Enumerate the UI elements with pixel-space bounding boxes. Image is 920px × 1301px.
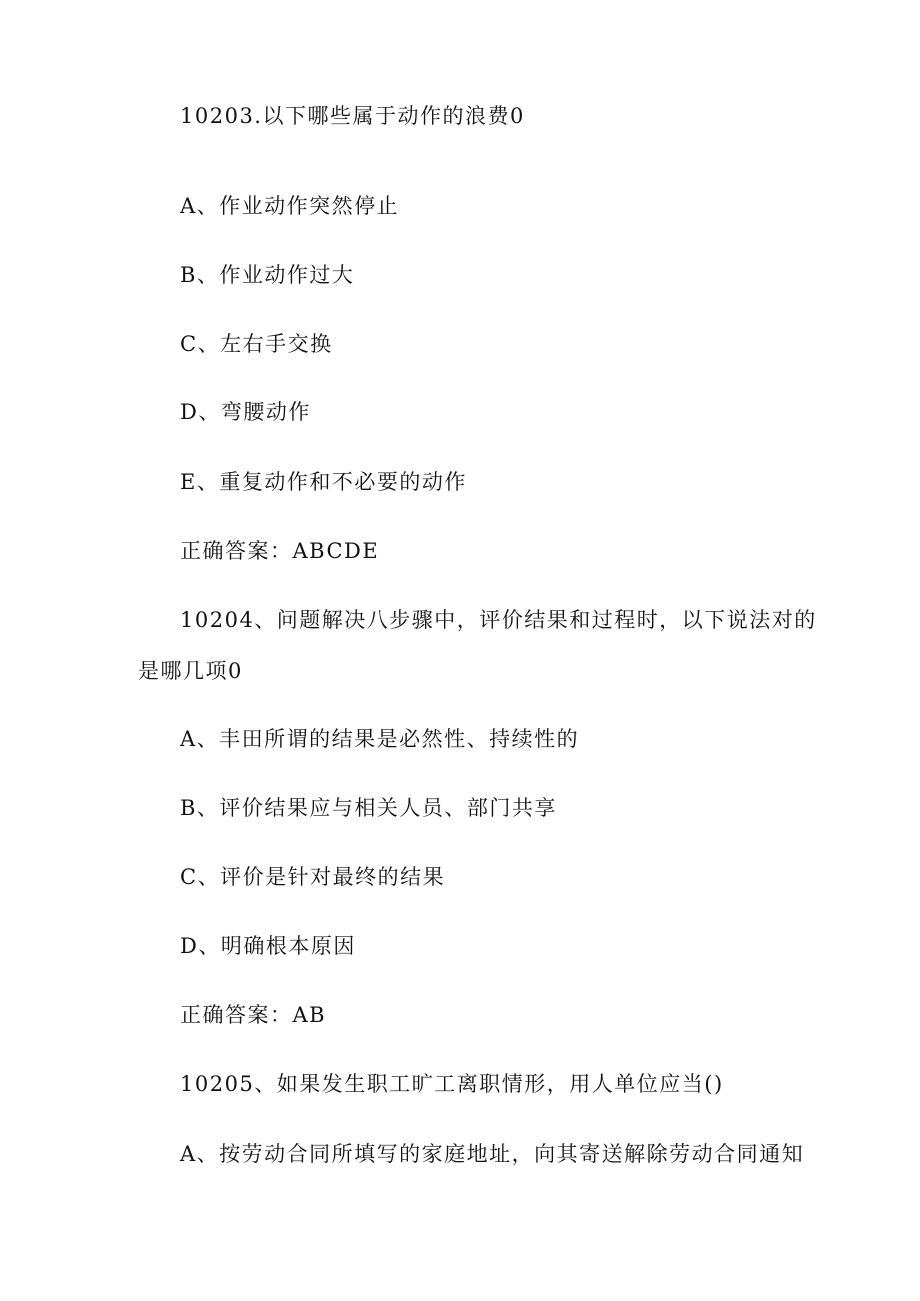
- question-10204-option-b: B、评价结果应与相关人员、部门共享: [180, 796, 557, 820]
- question-10203-option-a: A、作业动作突然停止: [180, 194, 400, 218]
- question-10203-title: 10203.以下哪些属于动作的浪费0: [180, 104, 525, 128]
- question-10203-option-d: D、弯腰动作: [180, 400, 311, 424]
- question-10205-option-a: A、按劳动合同所填写的家庭地址，向其寄送解除劳动合同通知: [180, 1142, 805, 1166]
- question-10204-option-d: D、明确根本原因: [180, 934, 356, 958]
- question-10204-title-continuation: 是哪几项0: [138, 659, 243, 683]
- question-10205-title: 10205、如果发生职工旷工离职情形，用人单位应当(): [180, 1072, 724, 1096]
- question-10204-option-a: A、丰田所谓的结果是必然性、持续性的: [180, 727, 580, 751]
- question-10204-answer: 正确答案：AB: [180, 1003, 327, 1027]
- question-10204-option-c: C、评价是针对最终的结果: [180, 865, 446, 889]
- question-10204-title: 10204、问题解决八步骤中，评价结果和过程时，以下说法对的: [180, 608, 817, 632]
- question-10203-option-c: C、左右手交换: [180, 332, 333, 356]
- question-10203-option-e: E、重复动作和不必要的动作: [180, 470, 467, 494]
- question-10203-answer: 正确答案：ABCDE: [180, 539, 380, 563]
- question-10203-option-b: B、作业动作过大: [180, 263, 355, 287]
